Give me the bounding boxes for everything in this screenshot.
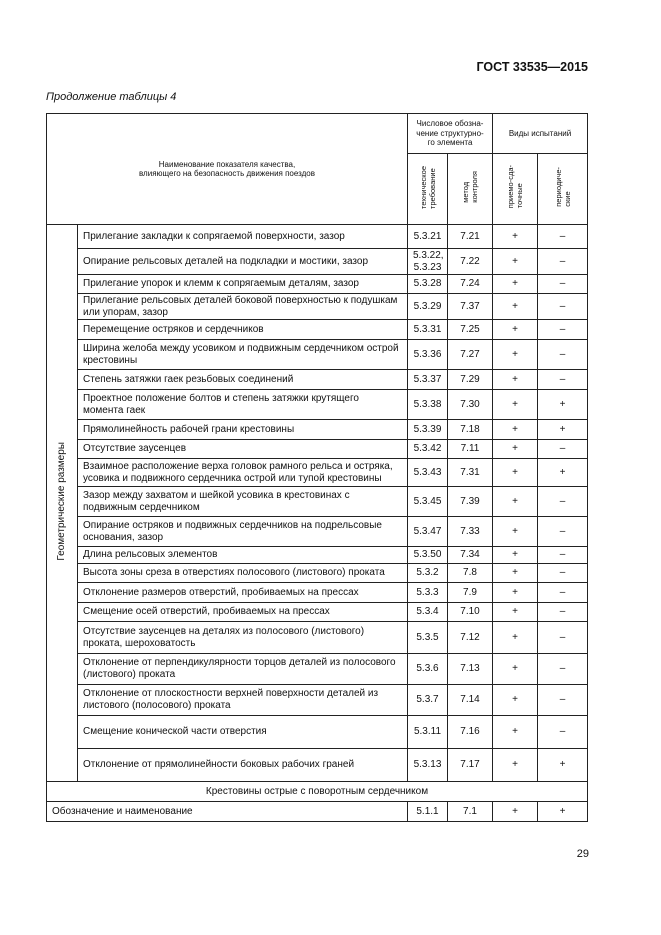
control-method-cell: 7.21 [448, 225, 493, 249]
document-code: ГОСТ 33535—2015 [476, 60, 588, 74]
indicator-name-cell: Обозначение и наименование [47, 802, 408, 822]
table-row [47, 622, 588, 654]
tech-requirement-cell: 5.3.21 [408, 225, 448, 249]
periodic-test-cell: – [538, 370, 588, 390]
acceptance-test-cell: + [493, 440, 538, 459]
indicator-name-cell: Смещение конической части отверстия [78, 716, 408, 749]
control-method-cell: 7.13 [448, 654, 493, 685]
control-method-cell: 7.10 [448, 603, 493, 622]
table-row [47, 564, 588, 583]
tech-requirement-cell: 5.3.11 [408, 716, 448, 749]
control-method-cell: 7.30 [448, 390, 493, 420]
table-row [47, 459, 588, 487]
tech-requirement-cell: 5.3.22, 5.3.23 [408, 249, 448, 275]
control-method-cell: 7.11 [448, 440, 493, 459]
indicator-name-cell: Прямолинейность рабочей грани крестовины [78, 420, 408, 440]
control-method-cell: 7.18 [448, 420, 493, 440]
indicator-name-cell: Ширина желоба между усовиком и подвижным сердечником острой крестовины [78, 340, 408, 370]
tech-requirement-cell: 5.3.3 [408, 583, 448, 603]
table-row [47, 716, 588, 749]
periodic-test-cell: – [538, 564, 588, 583]
control-method-cell: 7.17 [448, 749, 493, 782]
table-row [47, 749, 588, 782]
indicator-name-cell: Высота зоны среза в отверстиях полосового (листового) проката [78, 564, 408, 583]
table-row [47, 517, 588, 547]
control-method-cell: 7.22 [448, 249, 493, 275]
indicator-name-cell: Степень затяжки гаек резьбовых соединений [78, 370, 408, 390]
control-method-cell: 7.31 [448, 459, 493, 487]
periodic-test-cell: + [538, 390, 588, 420]
periodic-test-cell: – [538, 487, 588, 517]
periodic-test-cell: – [538, 685, 588, 716]
acceptance-test-cell: + [493, 370, 538, 390]
indicator-name-cell: Отклонение от прямолинейности боковых рабочих граней [78, 749, 408, 782]
indicator-name-cell: Перемещение остряков и сердечников [78, 320, 408, 340]
header-test-types: Виды испытаний [493, 114, 588, 154]
tech-requirement-cell: 5.3.47 [408, 517, 448, 547]
table-row [47, 654, 588, 685]
tech-requirement-cell: 5.3.2 [408, 564, 448, 583]
periodic-test-cell: – [538, 440, 588, 459]
indicator-name-cell: Прилегание закладки к сопрягаемой поверхности, зазор [78, 225, 408, 249]
table-row [47, 340, 588, 370]
control-method-cell: 7.14 [448, 685, 493, 716]
tech-requirement-cell: 5.3.28 [408, 275, 448, 294]
quality-indicators-table [46, 113, 588, 822]
header-control-method: метод контроля [448, 154, 493, 225]
indicator-name-cell: Отклонение размеров отверстий, пробиваемых на прессах [78, 583, 408, 603]
acceptance-test-cell: + [493, 603, 538, 622]
periodic-test-cell: – [538, 603, 588, 622]
acceptance-test-cell: + [493, 802, 538, 822]
acceptance-test-cell: + [493, 716, 538, 749]
table-row [47, 802, 588, 822]
control-method-cell: 7.1 [448, 802, 493, 822]
periodic-test-cell: – [538, 294, 588, 320]
tech-requirement-cell: 5.3.50 [408, 547, 448, 564]
control-method-cell: 7.12 [448, 622, 493, 654]
tech-requirement-cell: 5.3.4 [408, 603, 448, 622]
tech-requirement-cell: 5.3.43 [408, 459, 448, 487]
acceptance-test-cell: + [493, 390, 538, 420]
indicator-name-cell: Прилегание упорок и клемм к сопрягаемым деталям, зазор [78, 275, 408, 294]
control-method-cell: 7.24 [448, 275, 493, 294]
periodic-test-cell: – [538, 654, 588, 685]
section-title-row [47, 782, 588, 802]
tech-requirement-cell: 5.3.42 [408, 440, 448, 459]
indicator-name-cell: Опирание рельсовых деталей на подкладки и мостики, зазор [78, 249, 408, 275]
tech-requirement-cell: 5.3.31 [408, 320, 448, 340]
table-row [47, 583, 588, 603]
acceptance-test-cell: + [493, 685, 538, 716]
acceptance-test-cell: + [493, 459, 538, 487]
tech-requirement-cell: 5.3.6 [408, 654, 448, 685]
table-row [47, 547, 588, 564]
tech-requirement-cell: 5.3.29 [408, 294, 448, 320]
periodic-test-cell: – [538, 249, 588, 275]
tech-requirement-cell: 5.3.45 [408, 487, 448, 517]
header-structural-element: Числовое обозна- чение структурно- го элемента [408, 114, 493, 154]
indicator-name-cell: Отклонение от плоскостности верхней поверхности деталей из листового (полосового) проката [78, 685, 408, 716]
tech-requirement-cell: 5.3.5 [408, 622, 448, 654]
indicator-name-cell: Отсутствие заусенцев на деталях из полосового (листового) проката, шероховатость [78, 622, 408, 654]
tech-requirement-cell: 5.3.7 [408, 685, 448, 716]
header-indicator-name: Наименование показателя качества, влияющего на безопасность движения поездов [47, 114, 408, 225]
control-method-cell: 7.39 [448, 487, 493, 517]
acceptance-test-cell: + [493, 622, 538, 654]
periodic-test-cell: – [538, 583, 588, 603]
control-method-cell: 7.8 [448, 564, 493, 583]
indicator-name-cell: Смещение осей отверстий, пробиваемых на прессах [78, 603, 408, 622]
periodic-test-cell: – [538, 320, 588, 340]
control-method-cell: 7.37 [448, 294, 493, 320]
periodic-test-cell: – [538, 547, 588, 564]
section-title: Крестовины острые с поворотным сердечником [47, 782, 588, 802]
table-row [47, 440, 588, 459]
periodic-test-cell: – [538, 225, 588, 249]
tech-requirement-cell: 5.3.37 [408, 370, 448, 390]
indicator-name-cell: Проектное положение болтов и степень затяжки крутящего момента гаек [78, 390, 408, 420]
periodic-test-cell: – [538, 340, 588, 370]
periodic-test-cell: + [538, 802, 588, 822]
table-row [47, 294, 588, 320]
acceptance-test-cell: + [493, 275, 538, 294]
indicator-name-cell: Зазор между захватом и шейкой усовика в крестовинах с подвижным сердечником [78, 487, 408, 517]
acceptance-test-cell: + [493, 249, 538, 275]
acceptance-test-cell: + [493, 583, 538, 603]
periodic-test-cell: – [538, 622, 588, 654]
indicator-name-cell: Прилегание рельсовых деталей боковой поверхностью к подушкам или упорам, зазор [78, 294, 408, 320]
page-number: 29 [576, 848, 589, 860]
table-row [47, 225, 588, 249]
acceptance-test-cell: + [493, 547, 538, 564]
acceptance-test-cell: + [493, 487, 538, 517]
control-method-cell: 7.16 [448, 716, 493, 749]
table-row [47, 275, 588, 294]
group-label-cell: Геометрические размеры [47, 225, 78, 782]
table-row [47, 249, 588, 275]
tech-requirement-cell: 5.3.13 [408, 749, 448, 782]
table-row [47, 420, 588, 440]
control-method-cell: 7.29 [448, 370, 493, 390]
indicator-name-cell: Взаимное расположение верха головок рамного рельса и остряка, усовика и подвижного сердечника острой или тупой крестовины [78, 459, 408, 487]
indicator-name-cell: Опирание остряков и подвижных сердечников на подрельсовые основания, зазор [78, 517, 408, 547]
header-acceptance-tests: приемо-сда- точные [493, 154, 538, 225]
periodic-test-cell: – [538, 275, 588, 294]
periodic-test-cell: – [538, 716, 588, 749]
table-row [47, 320, 588, 340]
acceptance-test-cell: + [493, 564, 538, 583]
header-tech-requirement: техническое требование [408, 154, 448, 225]
table-row [47, 370, 588, 390]
periodic-test-cell: + [538, 749, 588, 782]
header-periodic-tests: периодиче- ские [538, 154, 588, 225]
control-method-cell: 7.34 [448, 547, 493, 564]
acceptance-test-cell: + [493, 225, 538, 249]
table-row [47, 685, 588, 716]
acceptance-test-cell: + [493, 294, 538, 320]
table-row [47, 390, 588, 420]
acceptance-test-cell: + [493, 749, 538, 782]
acceptance-test-cell: + [493, 340, 538, 370]
periodic-test-cell: + [538, 420, 588, 440]
tech-requirement-cell: 5.1.1 [408, 802, 448, 822]
periodic-test-cell: + [538, 459, 588, 487]
indicator-name-cell: Длина рельсовых элементов [78, 547, 408, 564]
acceptance-test-cell: + [493, 654, 538, 685]
acceptance-test-cell: + [493, 517, 538, 547]
indicator-name-cell: Отсутствие заусенцев [78, 440, 408, 459]
control-method-cell: 7.9 [448, 583, 493, 603]
tech-requirement-cell: 5.3.36 [408, 340, 448, 370]
acceptance-test-cell: + [493, 320, 538, 340]
indicator-name-cell: Отклонение от перпендикулярности торцов деталей из полосового (листового) проката [78, 654, 408, 685]
table-header-row-1 [47, 114, 588, 154]
control-method-cell: 7.27 [448, 340, 493, 370]
tech-requirement-cell: 5.3.38 [408, 390, 448, 420]
table-row [47, 487, 588, 517]
acceptance-test-cell: + [493, 420, 538, 440]
table-row [47, 603, 588, 622]
table-caption: Продолжение таблицы 4 [46, 91, 177, 103]
control-method-cell: 7.25 [448, 320, 493, 340]
tech-requirement-cell: 5.3.39 [408, 420, 448, 440]
periodic-test-cell: – [538, 517, 588, 547]
control-method-cell: 7.33 [448, 517, 493, 547]
